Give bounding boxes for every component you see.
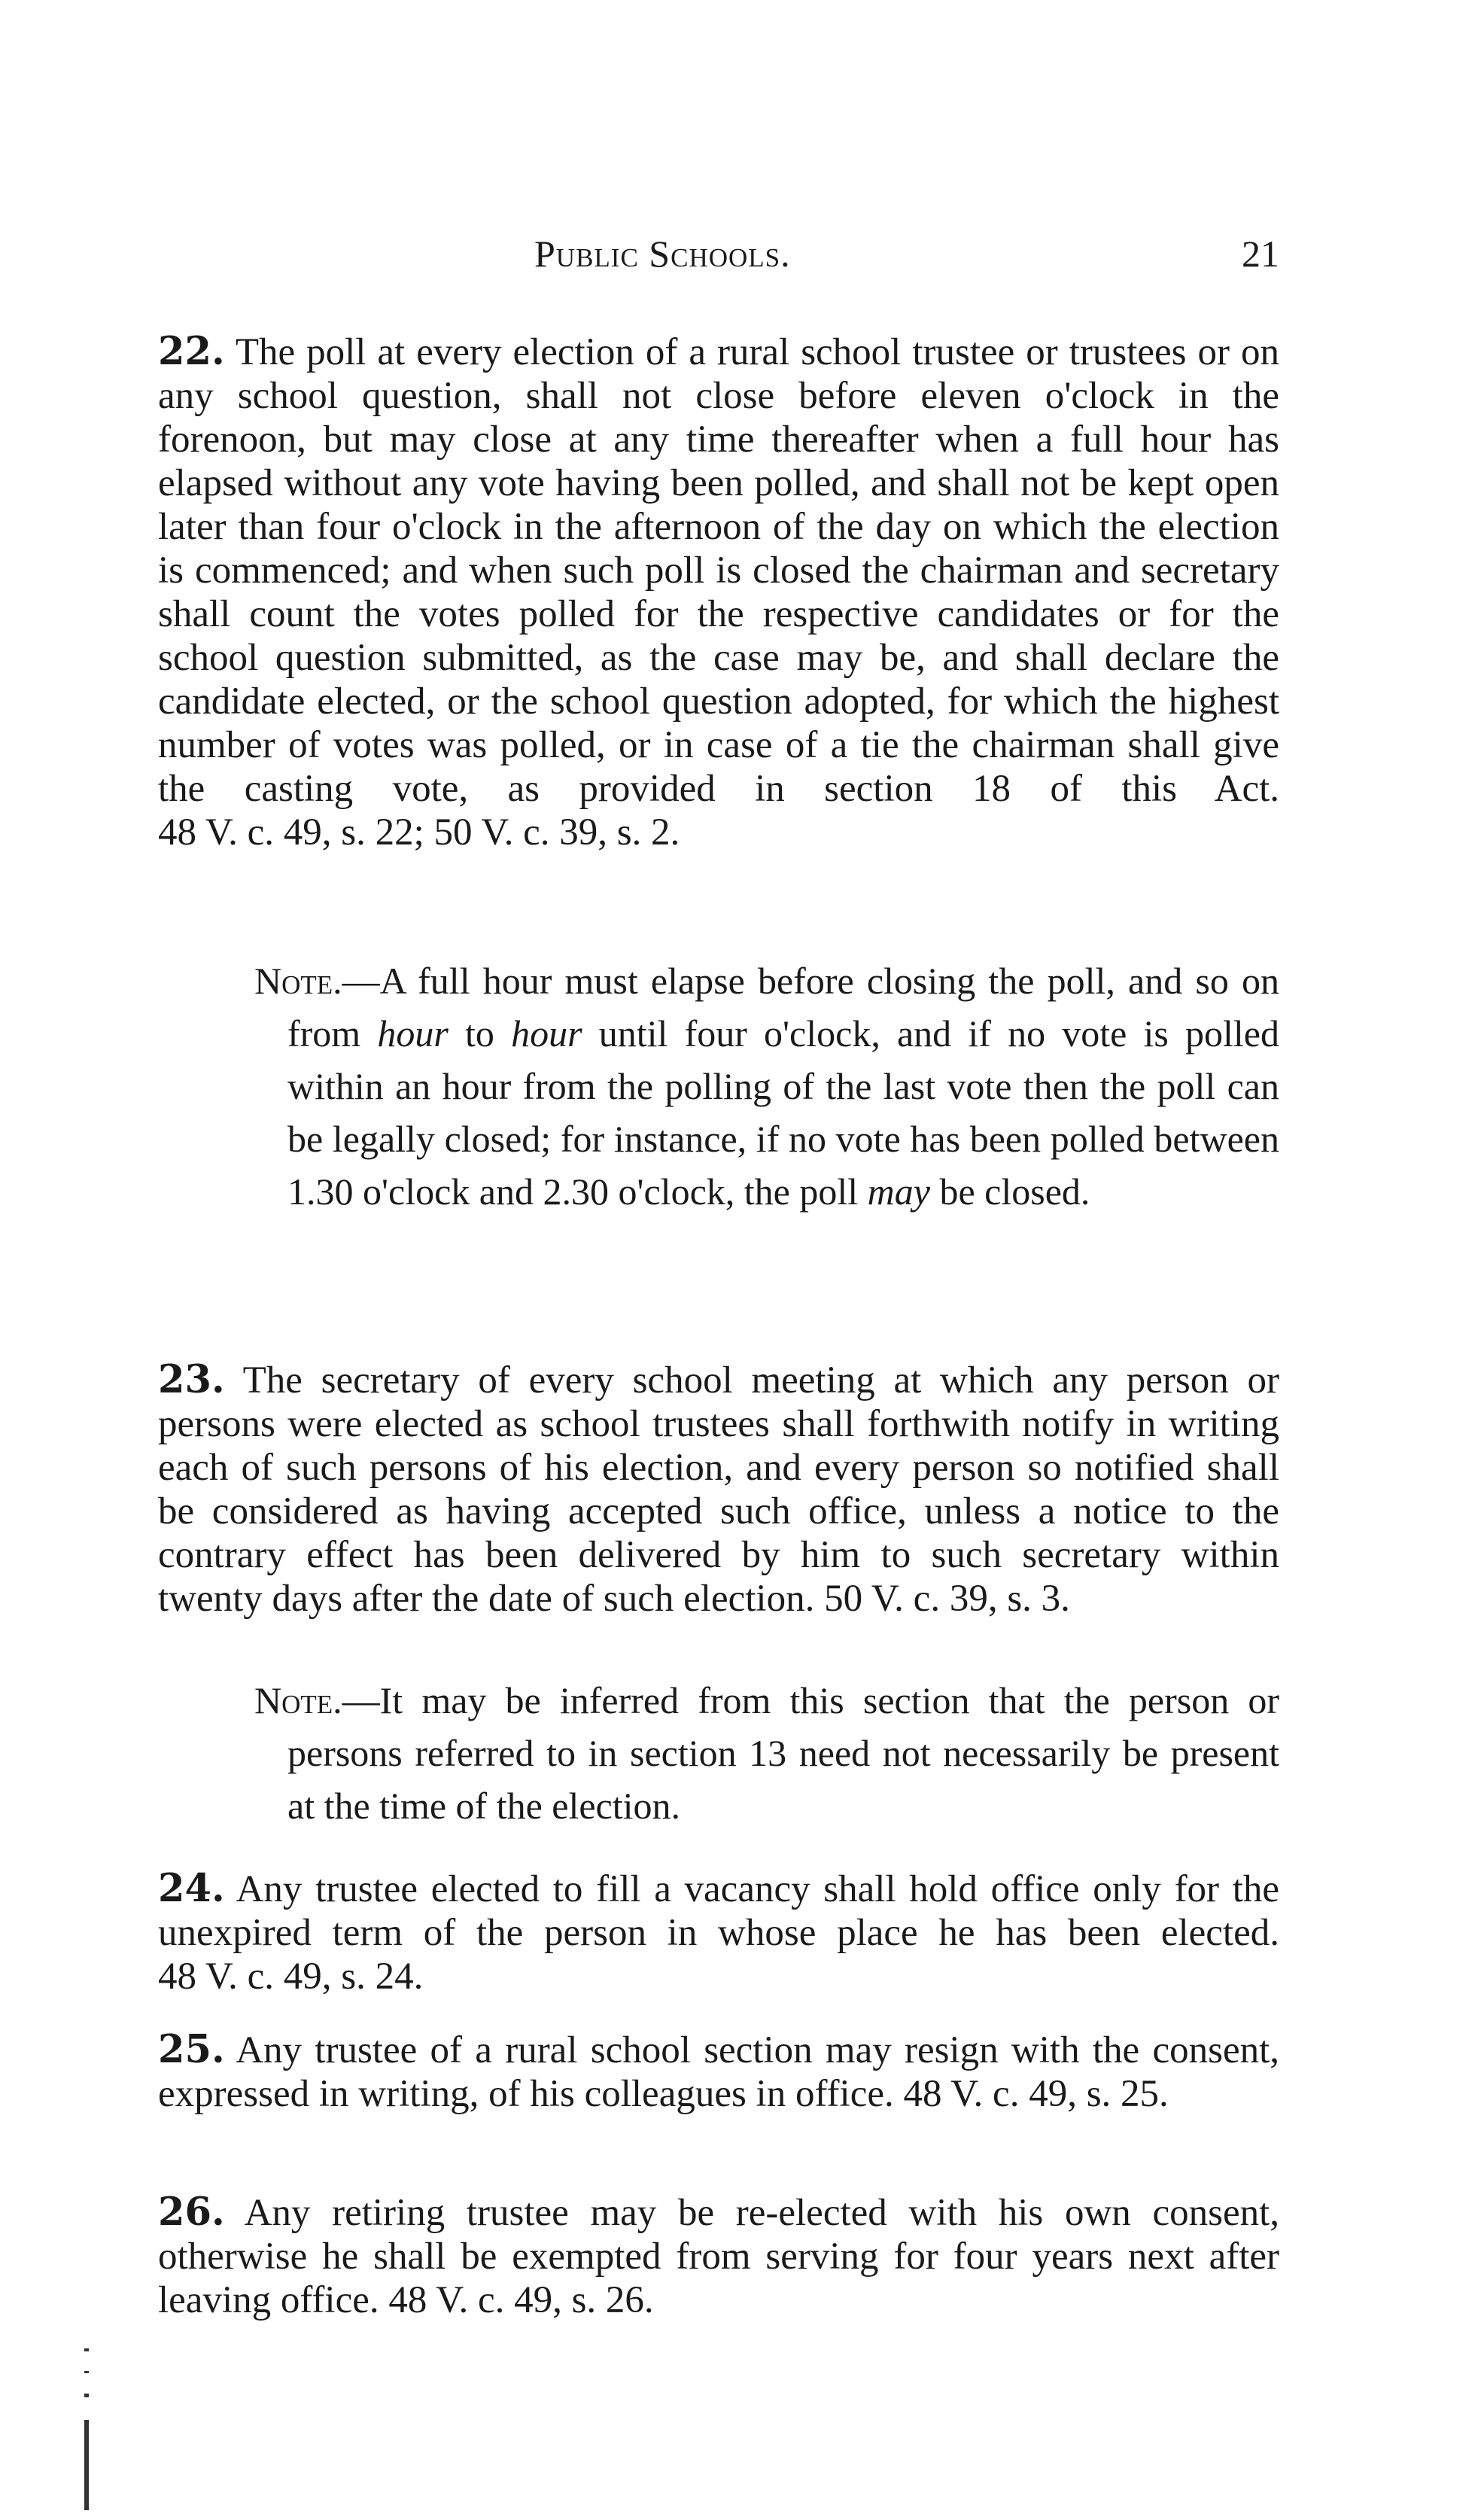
note-emphasis: may xyxy=(867,1170,930,1213)
note-label: Note. xyxy=(254,1679,342,1721)
note-text: —It may be inferred from this section that the person or persons referred to in section 13 need not necessarily be present at the time of the election. xyxy=(287,1679,1279,1827)
section-text: Any retiring trustee may be re-elected with his own consent, otherwise he shall be exempted from serving for four years next after leaving office. xyxy=(158,2192,1279,2321)
note-section-22 xyxy=(254,954,1279,1218)
note-text: until four o'clock, and if no vote is polled within an hour from the polling of the last vote then the poll can be legally closed; for instance, if no vote has been polled between 1.30 o'clock and 2.30 o'clock, the poll xyxy=(287,1012,1279,1213)
running-title: Public Schools. xyxy=(534,233,791,275)
section-text: Any trustee of a rural school section may resign with the consent, expressed in writing, of his colleagues in office. xyxy=(158,2029,1280,2115)
section-number: 22. xyxy=(158,329,225,374)
note-text: be closed. xyxy=(929,1170,1090,1213)
section-text: The poll at every election of a rural school trustee or trustees or on any school question, shall not close before eleven o'clock in the forenoon, but may close at any time thereafter when a full hour has elapsed without any vote having been polled, and shall not be kept open later than four o'clock in the afternoon of the day on which the election is commenced; and when such poll is closed the chairman and secretary shall count the votes polled for the respective candidates or for the school question submitted, as the case may be, and shall declare the candidate elected, or the school question adopted, for which the highest number of votes was polled, or in case of a tie the chairman shall give the casting vote, as provided in section 18 of this Act. xyxy=(158,331,1279,810)
section-citation: 48 V. c. 49, s. 22; 50 V. c. 39, s. 2. xyxy=(158,811,680,854)
page-number: 21 xyxy=(1242,233,1279,275)
note-text: to xyxy=(448,1012,512,1055)
section-citation: 48 V. c. 49, s. 25. xyxy=(903,2073,1169,2115)
section-text: The secretary of every school meeting at which any person or persons were elected as school trustees shall forthwith notify in writing each of such persons of his election, and every person so notified shall be considered as having accepted such office, unless a notice to the contrary effect has been delivered by him to such secretary within twenty days after the date of such election. xyxy=(158,1359,1279,1620)
section-citation: 48 V. c. 49, s. 26. xyxy=(388,2279,654,2321)
section-23 xyxy=(158,1358,1279,1621)
section-text: Any trustee elected to fill a vacancy shall hold office only for the unexpired term of the person in whose place he has been elected. xyxy=(158,1868,1280,1954)
section-number: 26. xyxy=(158,2190,225,2235)
note-emphasis: hour xyxy=(511,1012,582,1055)
note-emphasis: hour xyxy=(377,1012,449,1055)
section-25 xyxy=(158,2028,1279,2116)
section-number: 24. xyxy=(158,1866,225,1911)
section-22 xyxy=(158,330,1279,854)
section-number: 25. xyxy=(158,2027,225,2072)
section-number: 23. xyxy=(158,1357,225,1402)
section-citation: 50 V. c. 39, s. 3. xyxy=(824,1578,1070,1620)
section-citation: 48 V. c. 49, s. 24. xyxy=(158,1955,424,1998)
note-label: Note. xyxy=(254,960,342,1002)
note-text: —A full hour must elapse before closing the poll, and so on from xyxy=(287,960,1279,1055)
section-24 xyxy=(158,1867,1279,1998)
running-head xyxy=(151,232,1279,292)
section-26 xyxy=(158,2190,1279,2322)
binding-edge-marks xyxy=(75,2348,98,2514)
note-section-23 xyxy=(254,1674,1279,1832)
